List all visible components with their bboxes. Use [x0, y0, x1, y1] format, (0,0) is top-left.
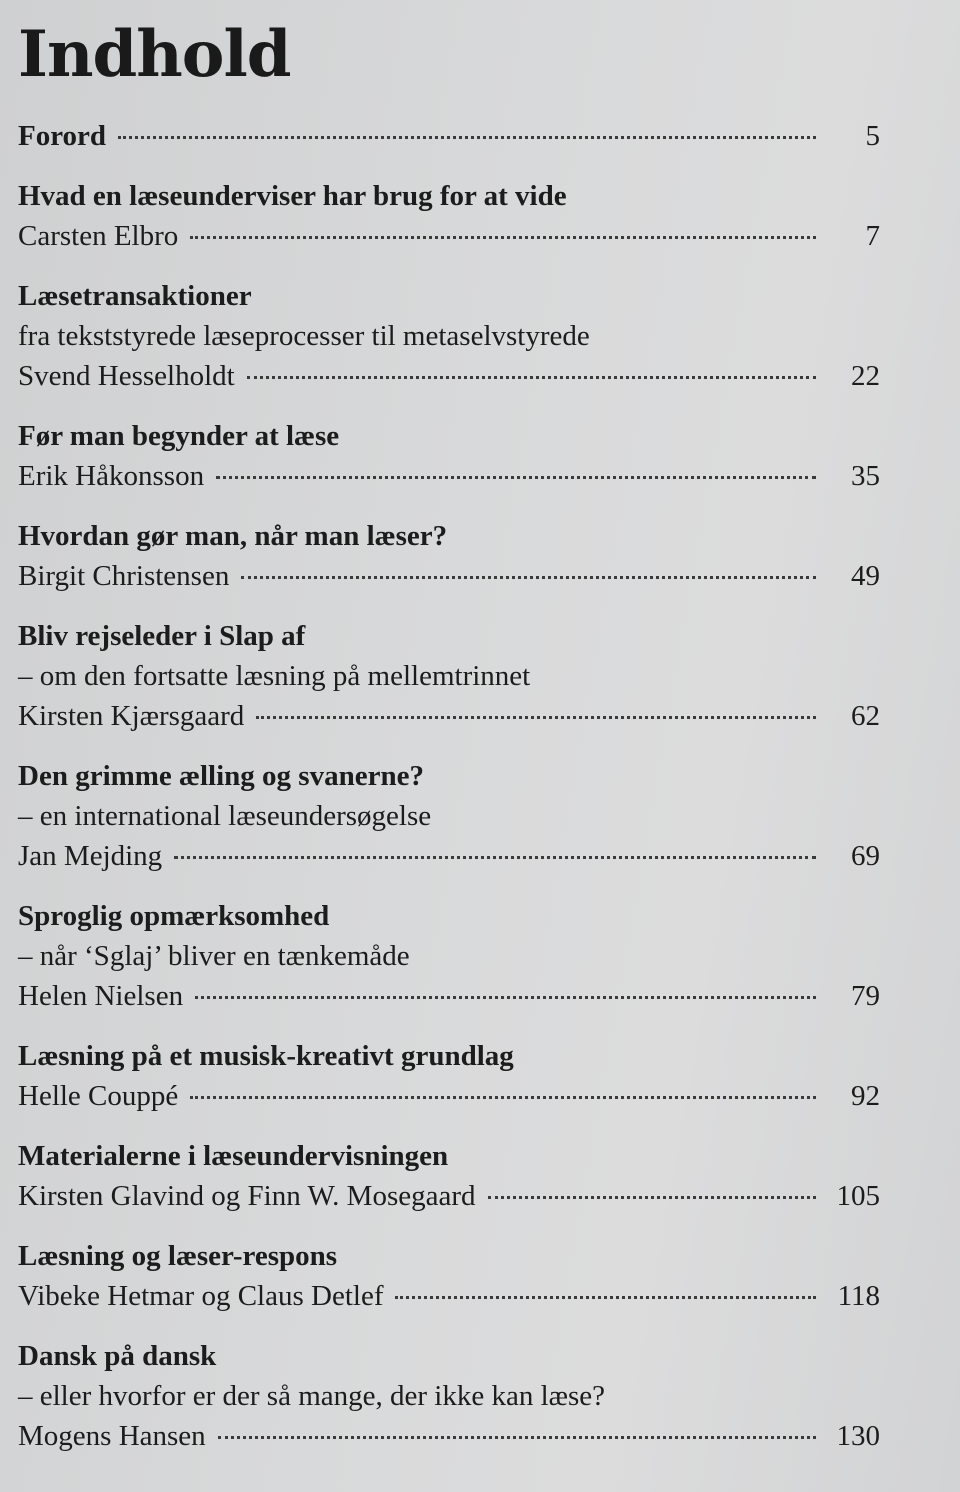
toc-entry-page-number: 22: [851, 360, 880, 392]
toc-entry-leader-line: [18, 1276, 880, 1316]
toc-entry-heading: Dansk på dansk: [18, 1340, 217, 1372]
toc-entry-leader-line: [18, 116, 880, 156]
toc-entry-subtitle: – eller hvorfor er der så mange, der ikke kan læse?: [18, 1380, 606, 1412]
toc-entry-page-number: 35: [851, 460, 880, 492]
toc-entry-author: Jan Mejding: [18, 840, 163, 872]
toc-entry-heading: Læsning på et musisk-kreativt grundlag: [18, 1040, 514, 1072]
toc-entry-heading: Sproglig opmærksomhed: [18, 900, 330, 932]
toc-entry-author: Vibeke Hetmar og Claus Detlef: [18, 1280, 384, 1312]
toc-entry-page-number: 79: [851, 980, 880, 1012]
toc-entry-page-number: 130: [836, 1420, 880, 1452]
toc-entry-author: Helen Nielsen: [18, 980, 184, 1012]
toc-entry-subtitle: – når ‘Sglaj’ bliver en tænkemåde: [18, 940, 410, 972]
toc-entry-leader-line: [18, 556, 880, 596]
dot-leader: [247, 376, 816, 379]
toc-entry-subtitle: – om den fortsatte læsning på mellemtrinnet: [18, 660, 531, 692]
toc-entry-page-number: 62: [851, 700, 880, 732]
toc-entry: [18, 416, 880, 496]
toc-entry-heading: Den grimme ælling og svanerne?: [18, 760, 424, 792]
toc-entry: [18, 1236, 880, 1316]
toc-entry-page-number: 118: [837, 1280, 880, 1312]
toc-entry: [18, 176, 880, 256]
page-title: Indhold: [18, 17, 291, 92]
toc-entry-leader-line: [18, 456, 880, 496]
toc-entry: [18, 276, 880, 396]
dot-leader: [195, 996, 816, 999]
toc-entry-leader-line: [18, 836, 880, 876]
toc-entry-author: Kirsten Glavind og Finn W. Mosegaard: [18, 1180, 476, 1212]
toc-entry-author: Helle Couppé: [18, 1080, 179, 1112]
toc-entry-author: Svend Hesselholdt: [18, 360, 235, 392]
toc-entry: [18, 896, 880, 1016]
toc-list: [18, 116, 880, 1456]
toc-entry: [18, 116, 880, 156]
dot-leader: [190, 236, 816, 239]
toc-entry-heading: Hvad en læseunderviser har brug for at vide: [18, 180, 567, 212]
toc-entry: [18, 1036, 880, 1116]
toc-entry-leader-line: [18, 356, 880, 396]
toc-entry-heading: Læsetransaktioner: [18, 280, 252, 312]
toc-entry: [18, 616, 880, 736]
dot-leader: [216, 476, 816, 479]
dot-leader: [241, 576, 816, 579]
dot-leader: [190, 1096, 816, 1099]
dot-leader: [488, 1196, 816, 1199]
toc-entry-leader-line: [18, 216, 880, 256]
toc-entry-author: Mogens Hansen: [18, 1420, 206, 1452]
toc-entry: [18, 1336, 880, 1456]
toc-entry-page-number: 7: [865, 220, 880, 252]
toc-entry-leader-line: [18, 1076, 880, 1116]
toc-entry-heading: Hvordan gør man, når man læser?: [18, 520, 448, 552]
toc-entry-author: Birgit Christensen: [18, 560, 230, 592]
toc-entry-page-number: 92: [851, 1080, 880, 1112]
toc-entry-subtitle: fra tekststyrede læseprocesser til metaselvstyrede: [18, 320, 590, 352]
dot-leader: [395, 1296, 816, 1299]
toc-entry-leader-line: [18, 696, 880, 736]
toc-entry-author: Erik Håkonsson: [18, 460, 205, 492]
toc-entry: [18, 756, 880, 876]
toc-entry-heading: Bliv rejseleder i Slap af: [18, 620, 306, 652]
table-of-contents: [18, 17, 880, 1476]
toc-entry-author: Kirsten Kjærsgaard: [18, 700, 245, 732]
toc-entry-page-number: 69: [851, 840, 880, 872]
dot-leader: [174, 856, 816, 859]
toc-entry-author: Carsten Elbro: [18, 220, 179, 252]
dot-leader: [218, 1436, 816, 1439]
dot-leader: [118, 136, 816, 139]
toc-entry-heading: Materialerne i læseundervisningen: [18, 1140, 449, 1172]
toc-entry-page-number: 5: [865, 120, 880, 152]
toc-entry-leader-line: [18, 976, 880, 1016]
toc-entry-page-number: 49: [851, 560, 880, 592]
toc-entry-heading: Før man begynder at læse: [18, 420, 340, 452]
toc-entry-heading: Forord: [18, 120, 107, 152]
toc-entry-subtitle: – en international læseundersøgelse: [18, 800, 432, 832]
dot-leader: [256, 716, 816, 719]
toc-entry-leader-line: [18, 1416, 880, 1456]
toc-entry-page-number: 105: [836, 1180, 880, 1212]
toc-entry-leader-line: [18, 1176, 880, 1216]
toc-entry-heading: Læsning og læser-respons: [18, 1240, 338, 1272]
toc-entry: [18, 1136, 880, 1216]
toc-entry: [18, 516, 880, 596]
